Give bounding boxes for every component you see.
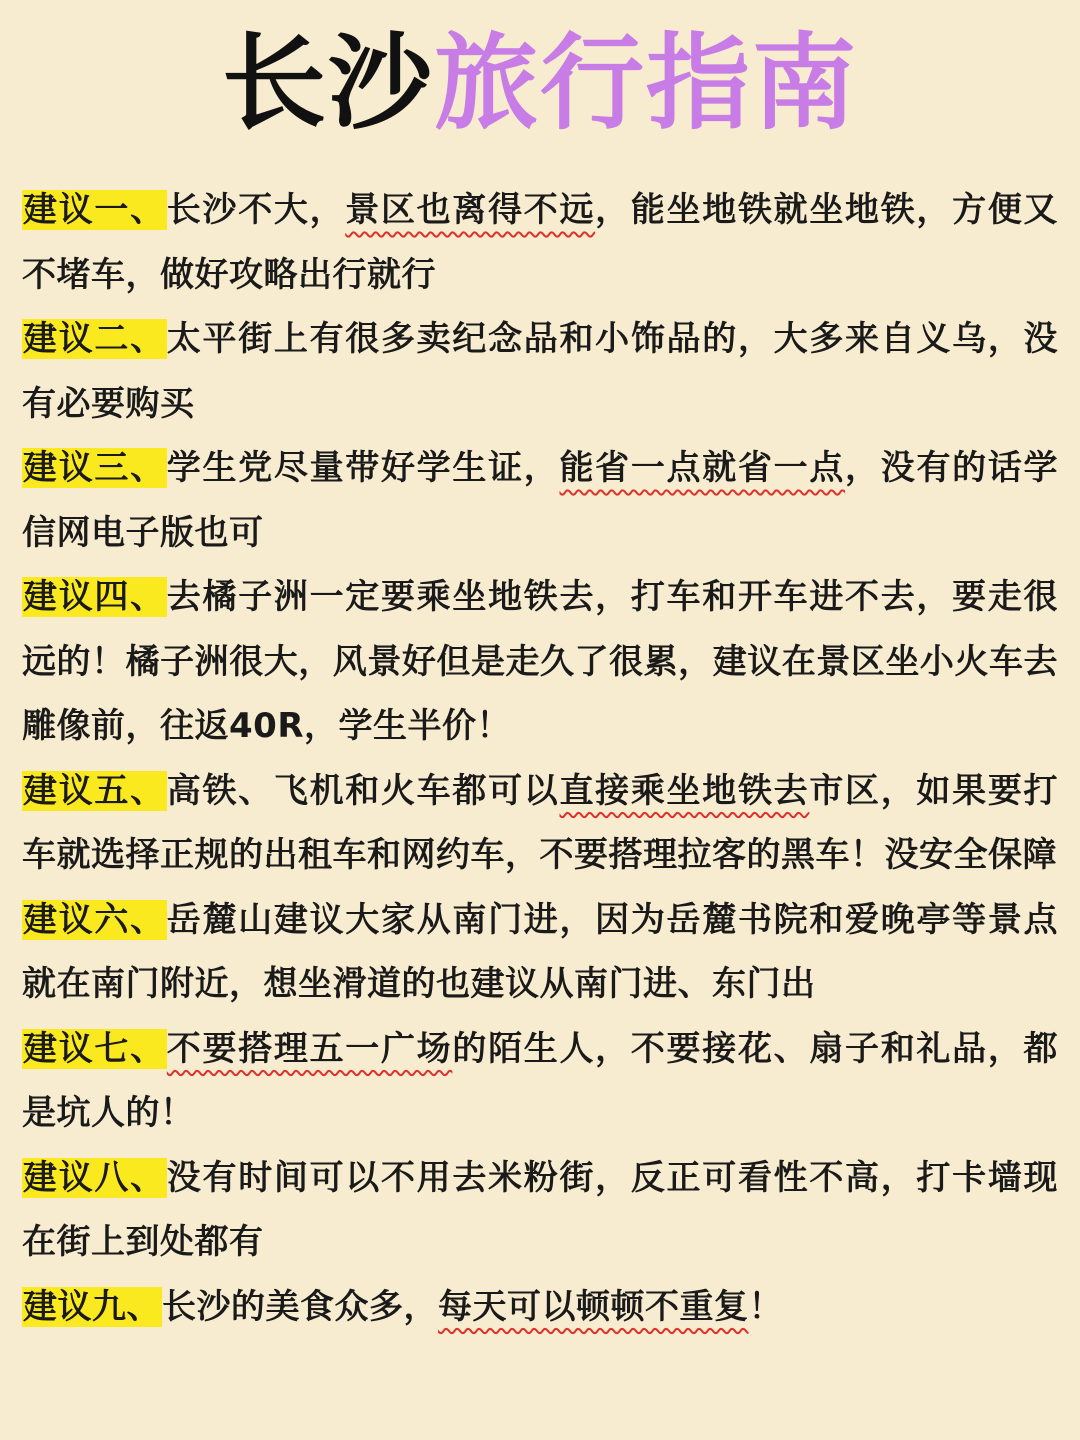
tip-4 [22,565,1058,759]
tip-underlined-text: 能省一点就省一点 [559,448,846,488]
tip-label: 建议八、 [23,1157,166,1198]
tip-underlined-text: 直接乘坐地铁去 [559,770,810,811]
tip-text: 市区，如果要打车就选择正规的出租车和网约车，不要搭理拉客的黑车！没安全保障 [22,770,1059,875]
tip-text: ，能坐地铁就坐地铁，方便又不堵车，做好攻略出行就行 [22,190,1059,295]
tip-text: 长沙不大， [166,190,346,230]
tips-list [22,178,1058,1339]
title-guide: 旅行指南 [434,22,859,144]
tip-text: 没有时间可以不用去米粉街，反正可看性不高，打卡墙现在街上到处都有 [22,1157,1059,1262]
tip-label: 建议五、 [23,770,166,811]
tip-2 [22,307,1058,436]
tip-5 [22,759,1058,888]
tip-label: 建议一、 [23,190,166,230]
tip-label: 建议三、 [23,448,166,488]
tip-text: ！ [748,1286,783,1327]
tip-7 [22,1017,1058,1146]
tip-label: 建议二、 [23,319,166,359]
tip-underlined-text: 每天可以顿顿不重复 [438,1286,749,1327]
tip-text: 岳麓山建议大家从南门进，因为岳麓书院和爱晚亭等景点就在南门附近，想坐滑道的也建议从南门进、东门出 [22,899,1059,1004]
tip-3 [22,436,1058,565]
tip-label: 建议七、 [23,1028,166,1069]
tip-text: 去橘子洲一定要乘坐地铁去，打车和开车进不去，要走很远的！橘子洲很大，风景好但是走久了很累，建议在景区坐小火车去雕像前，往返40R，学生半价！ [22,577,1059,746]
tip-text: 长沙的美食众多， [162,1286,438,1327]
tip-6 [22,888,1058,1017]
tip-8 [22,1146,1058,1275]
tip-text: 学生党尽量带好学生证， [166,448,560,488]
title-city: 长沙 [221,22,434,144]
tip-label: 建议六、 [23,899,166,940]
page-title [0,18,1080,148]
tip-label: 建议九、 [23,1286,161,1327]
tip-1 [22,178,1058,307]
tip-label: 建议四、 [23,577,166,617]
tip-text: 的陌生人，不要接花、扇子和礼品，都是坑人的！ [22,1028,1059,1133]
tip-underlined-text: 不要搭理五一广场 [166,1028,453,1069]
tip-text: 太平街上有很多卖纪念品和小饰品的，大多来自义乌，没有必要购买 [22,319,1059,424]
tip-9 [22,1275,1058,1340]
tip-text: ，没有的话学信网电子版也可 [22,448,1059,553]
tip-text: 高铁、飞机和火车都可以 [166,770,560,811]
tip-underlined-text: 景区也离得不远 [345,190,596,230]
